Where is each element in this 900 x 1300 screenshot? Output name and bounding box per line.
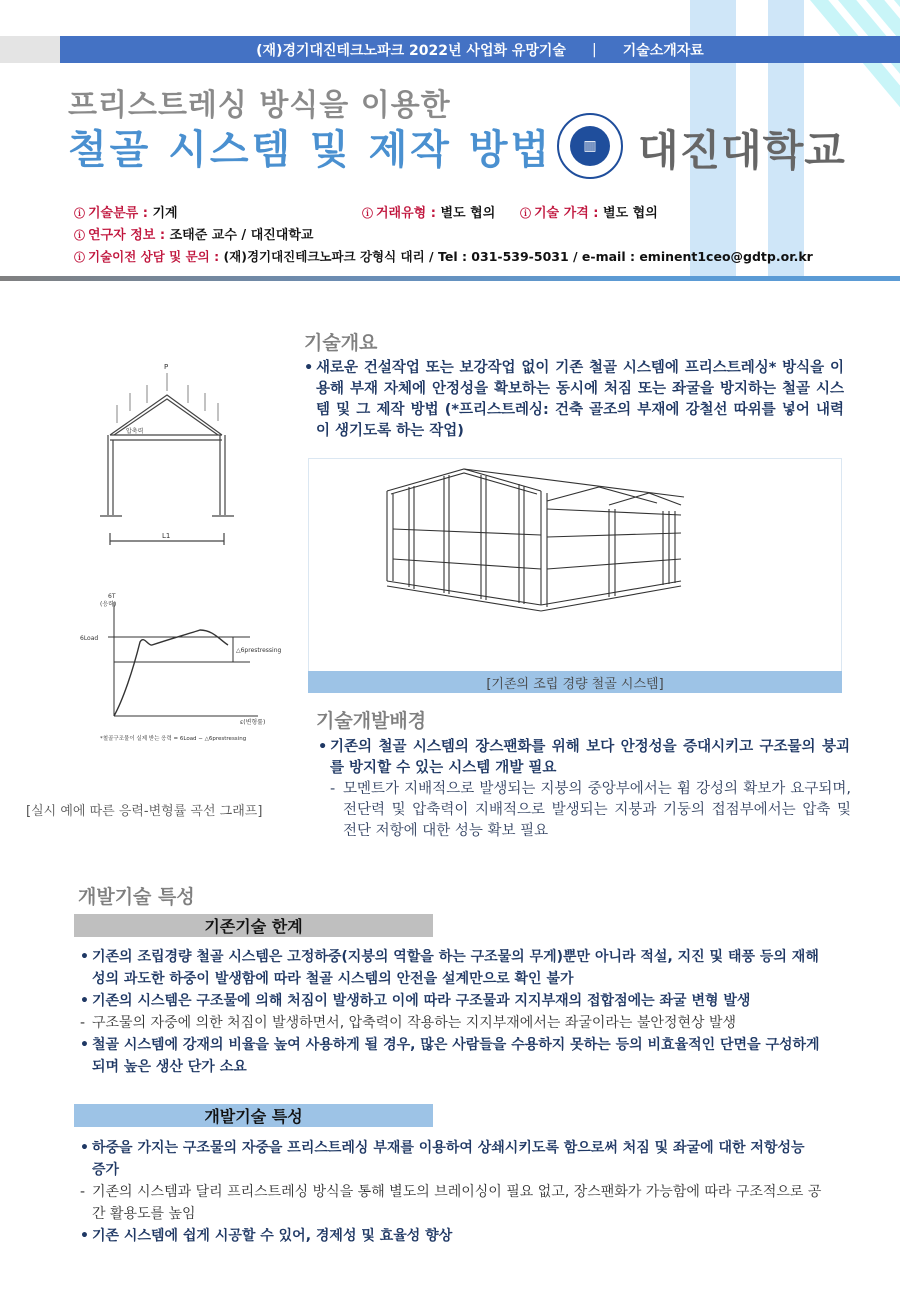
list-subitem: - 구조물의 자중에 의한 처짐이 발생하면서, 압축력이 작용하는 지지부재에서는 좌굴이라는 불안정현상 발생 <box>92 1012 822 1034</box>
info-contact: ⓘ 기술이전 상담 및 문의 : (재)경기대진테크노파크 강형식 대리 / Tel : 031-539-5031 / e-mail : eminent1ceo@gdtp.or.kr <box>74 249 813 264</box>
svg-text:6T: 6T <box>108 593 116 600</box>
features-heading: 개발기술 특성 <box>78 886 195 908</box>
info-researcher: ⓘ 연구자 정보 : 조태준 교수 / 대진대학교 <box>74 228 314 243</box>
developed-features-band: 개발기술 특성 <box>74 1104 433 1127</box>
svg-text:△6prestressing: △6prestressing <box>236 647 282 654</box>
span-label: L1 <box>162 532 171 540</box>
info-trade-type: ⓘ 거래유형 : 별도 협의 <box>362 206 496 221</box>
section-divider <box>0 276 900 281</box>
svg-text:6Load: 6Load <box>80 635 99 642</box>
building-icon: ▥ <box>570 126 610 166</box>
list-subitem: - 기존의 시스템과 달리 프리스트레싱 방식을 통해 별도의 브레이싱이 필요 없고, 장스팬화가 가능함에 따라 구조적으로 공간 활용도를 높임 <box>92 1181 822 1225</box>
list-item: • 철골 시스템에 강재의 비율을 높여 사용하게 될 경우, 많은 사람들을 수용하지 못하는 등의 비효율적인 단면을 구성하게 되며 높은 생산 단가 소요 <box>92 1034 822 1078</box>
background-heading: 기술개발배경 <box>316 710 427 732</box>
page-subtitle: 프리스트레싱 방식을 이용한 <box>68 88 451 123</box>
graph-caption: [실시 예에 따른 응력-변형률 곡선 그래프] <box>26 804 263 819</box>
university-seal-logo <box>557 113 623 179</box>
background-subpoint: - 모멘트가 지배적으로 발생되는 지붕의 중앙부에서는 휨 강성의 확보가 요구되며, 전단력 및 압축력이 지배적으로 발생되는 지붕과 기둥의 접점부에서는 압축 및 전단 저항에 대한 성능 확보 필요 <box>330 781 851 839</box>
svg-text:ε(변형률): ε(변형률) <box>240 719 266 726</box>
load-label-p: P <box>164 363 169 371</box>
info-icon: ⓘ <box>74 251 85 264</box>
info-icon: ⓘ <box>520 207 531 220</box>
overview-bullet: • 새로운 건설작업 또는 보강작업 없이 기존 철골 시스템에 프리스트레싱* 방식을 이용해 부재 자체에 안정성을 확보하는 동시에 처짐 또는 좌굴을 방지하는 철골 시스템 및 그 제작 방법 (*프리스트레싱: 건축 골조의 부재에 강철선 따위를 넣어 내력이 생기도록 하는 작업) <box>304 360 844 439</box>
decorative-diagonal-stripes <box>790 0 900 130</box>
svg-text:(응력): (응력) <box>100 601 117 608</box>
page-title: 철골 시스템 및 제작 방법 <box>68 127 553 173</box>
list-item: • 하중을 가지는 구조물의 자중을 프리스트레싱 부재를 이용하여 상쇄시키도록 함으로써 처짐 및 좌굴에 대한 저항성능 증가 <box>92 1137 822 1181</box>
info-price: ⓘ 기술 가격 : 별도 협의 <box>520 206 658 221</box>
overview-heading: 기술개요 <box>304 332 378 354</box>
university-name-logo: 대진대학교 <box>638 126 846 175</box>
existing-limits-band: 기존기술 한계 <box>74 914 433 937</box>
list-item: • 기존 시스템에 쉽게 시공할 수 있어, 경제성 및 효율성 향상 <box>92 1225 822 1247</box>
steel-frame-image <box>308 458 842 692</box>
developed-features-list <box>92 1137 822 1247</box>
banner-separator: | <box>591 41 597 58</box>
compression-label: 압축력 <box>126 428 144 435</box>
image-caption: [기존의 조립 경량 철골 시스템] <box>308 671 842 693</box>
contact-details[interactable]: (재)경기대진테크노파크 강형식 대리 / Tel : 031-539-5031 / e-mail : eminent1ceo@gdtp.or.kr <box>223 249 813 264</box>
banner-org-title: (재)경기대진테크노파크 2022년 사업화 유망기술 <box>256 42 566 59</box>
banner-doc-type: 기술소개자료 <box>622 42 704 59</box>
steel-frame-building-drawing <box>309 459 841 671</box>
existing-limits-list <box>92 946 822 1078</box>
stress-strain-graph <box>78 590 298 750</box>
svg-text:*철골구조물이 실제 받는 응력 = 6Load − △6p: *철골구조물이 실제 받는 응력 = 6Load − △6prestressing <box>100 736 247 742</box>
info-category: ⓘ 기술분류 : 기계 <box>74 206 178 221</box>
banner-left-block <box>0 36 60 63</box>
top-banner <box>60 36 900 63</box>
info-icon: ⓘ <box>74 229 85 242</box>
info-icon: ⓘ <box>362 207 373 220</box>
info-icon: ⓘ <box>74 207 85 220</box>
list-item: • 기존의 시스템은 구조물에 의해 처짐이 발생하고 이에 따라 구조물과 지지부재의 접합점에는 좌굴 변형 발생 <box>92 990 822 1012</box>
frame-diagram <box>90 355 280 555</box>
background-bullet: • 기존의 철골 시스템의 장스팬화를 위해 보다 안정성을 증대시키고 구조물의 붕괴를 방지할 수 있는 시스템 개발 필요 <box>318 739 850 776</box>
list-item: • 기존의 조립경량 철골 시스템은 고정하중(지붕의 역할을 하는 구조물의 무게)뿐만 아니라 적설, 지진 및 태풍 등의 재해성의 과도한 하중이 발생함에 따라 철골 시스템의 안전을 설계만으로 확인 불가 <box>92 946 822 990</box>
